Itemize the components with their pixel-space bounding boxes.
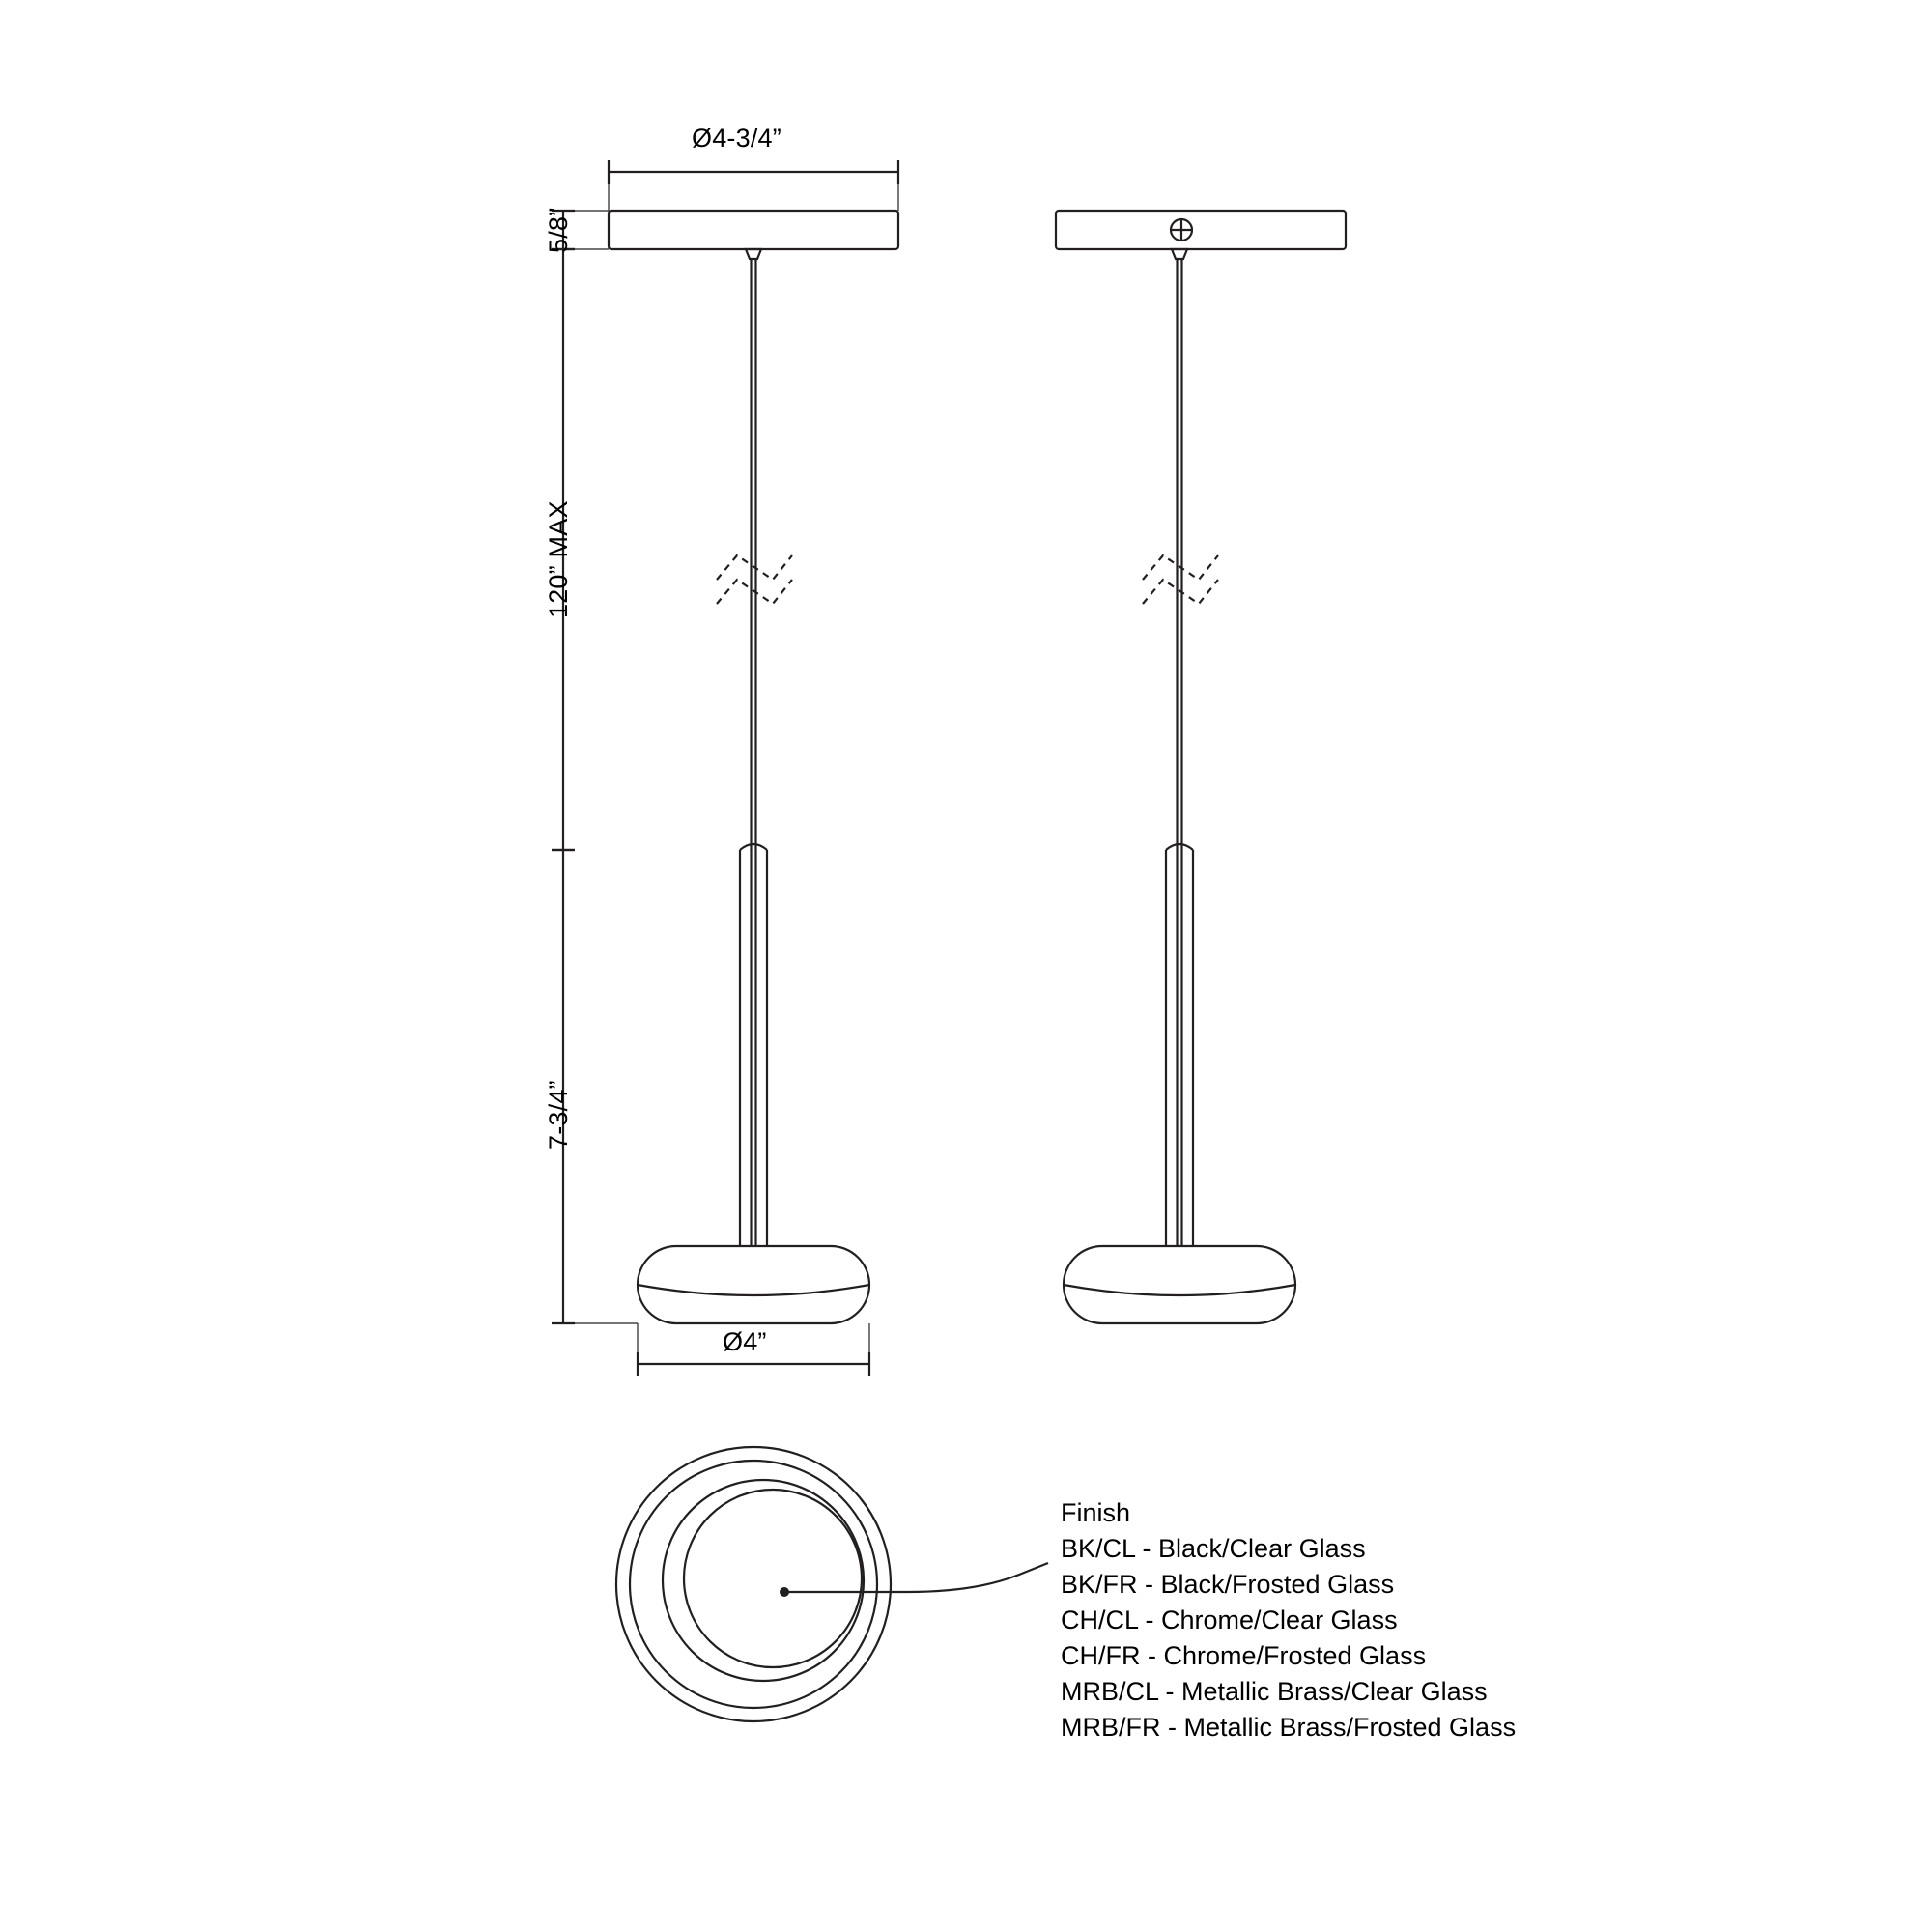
finish-option-bk-fr: BK/FR - Black/Frosted Glass bbox=[1061, 1570, 1395, 1599]
bottom-plan-view bbox=[616, 1447, 891, 1721]
side-elevation-view bbox=[1056, 211, 1346, 1323]
finish-option-mrb-fr: MRB/FR - Metallic Brass/Frosted Glass bbox=[1061, 1713, 1517, 1742]
shade-inner-curve-side bbox=[1064, 1285, 1295, 1295]
label-shade-diameter: Ø4” bbox=[723, 1327, 767, 1356]
finish-option-ch-fr: CH/FR - Chrome/Frosted Glass bbox=[1061, 1641, 1427, 1670]
shade-diffuser-side bbox=[1064, 1246, 1295, 1323]
plan-glass-circle bbox=[684, 1490, 862, 1667]
label-canopy-height: 5/8” bbox=[544, 207, 573, 253]
stem-collar bbox=[746, 249, 761, 259]
stem-collar-side bbox=[1172, 249, 1187, 259]
break-symbol-side bbox=[1143, 555, 1218, 604]
finish-option-bk-cl: BK/CL - Black/Clear Glass bbox=[1061, 1534, 1366, 1563]
body-tube bbox=[740, 850, 767, 1246]
label-fixture-height: 7-3/4” bbox=[544, 1080, 573, 1150]
body-tube-top bbox=[740, 844, 767, 850]
dimension-canopy-diameter bbox=[609, 160, 898, 211]
shade-diffuser bbox=[638, 1246, 869, 1323]
canopy-plate-side bbox=[1056, 211, 1346, 249]
finish-legend bbox=[1061, 1495, 1516, 1746]
label-max-drop: 120” MAX bbox=[544, 500, 573, 618]
front-elevation-view bbox=[609, 211, 898, 1323]
plan-inner-ring bbox=[663, 1480, 864, 1681]
finish-option-mrb-cl: MRB/CL - Metallic Brass/Clear Glass bbox=[1061, 1677, 1488, 1706]
label-canopy-diameter: Ø4-3/4” bbox=[692, 124, 781, 153]
canopy-plate bbox=[609, 211, 898, 249]
break-symbol-front bbox=[717, 555, 792, 604]
leader-line bbox=[784, 1563, 1048, 1592]
finish-title: Finish bbox=[1061, 1498, 1131, 1527]
finish-callout-leader bbox=[780, 1563, 1048, 1597]
finish-option-ch-cl: CH/CL - Chrome/Clear Glass bbox=[1061, 1605, 1398, 1634]
shade-inner-curve bbox=[638, 1285, 869, 1295]
body-tube-side-top bbox=[1166, 844, 1193, 850]
plan-mid-ring bbox=[630, 1461, 877, 1708]
body-tube-side bbox=[1166, 850, 1193, 1246]
